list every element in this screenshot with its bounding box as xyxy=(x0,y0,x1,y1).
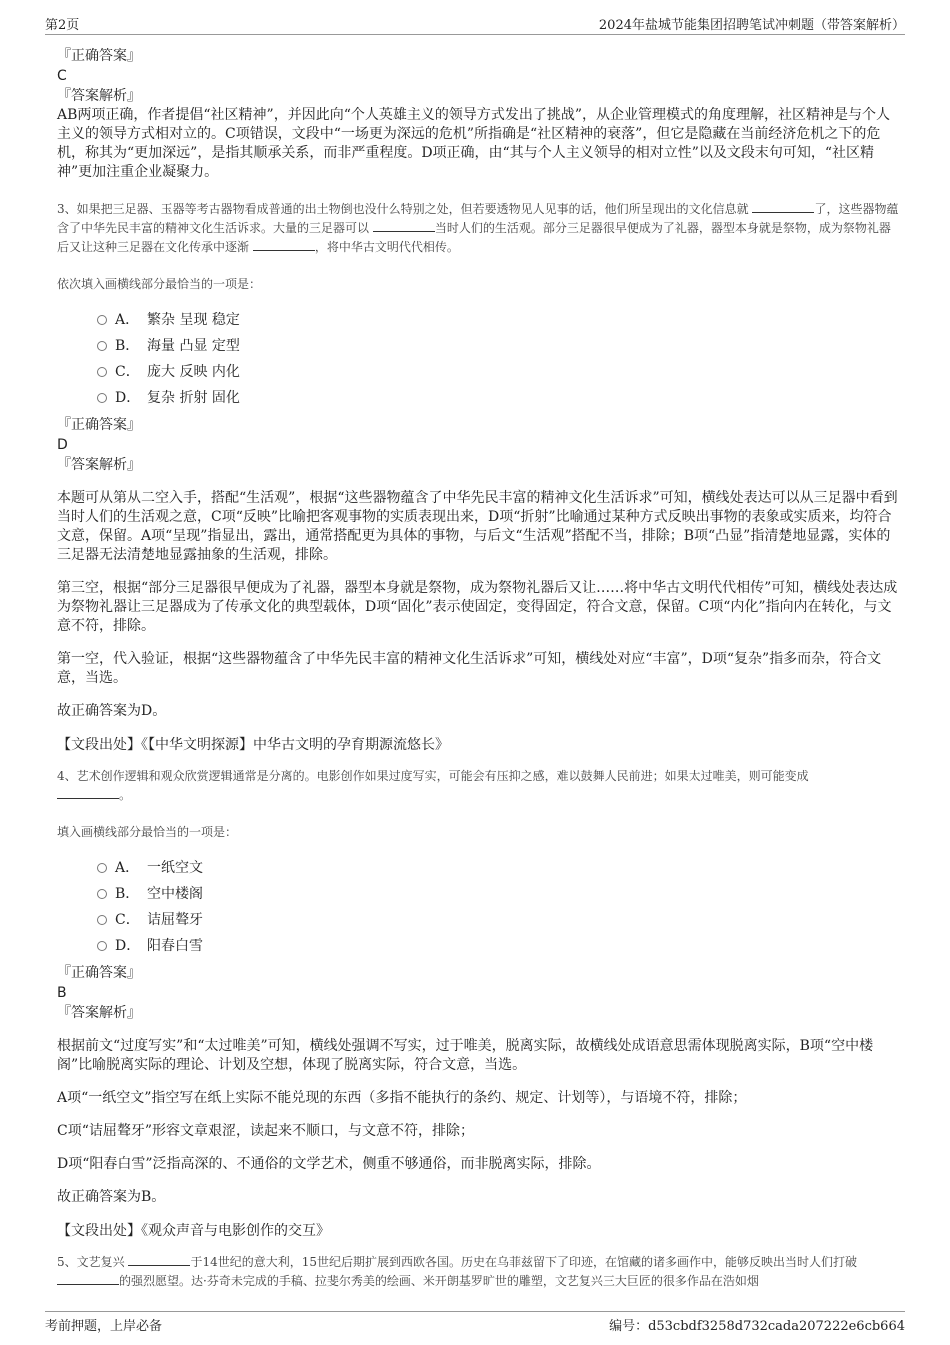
question-prompt: 依次填入画横线部分最恰当的一项是： xyxy=(57,277,262,291)
radio-icon[interactable] xyxy=(97,393,107,403)
fill-blank xyxy=(373,219,435,232)
analysis-label: 『答案解析』 xyxy=(57,457,141,473)
answer-label: 『正确答案』 xyxy=(57,965,141,981)
option-b[interactable]: B． 海量 凸显 定型 xyxy=(97,333,900,359)
analysis-paragraph: C项“诘屈聱牙”形容文章艰涩，读起来不顺口，与文意不符，排除； xyxy=(57,1123,475,1139)
analysis-paragraph: D项“阳春白雪”泛指高深的、不通俗的文学艺术，侧重不够通俗，而非脱离实际，排除。 xyxy=(57,1156,601,1172)
option-a[interactable]: A． 一纸空文 xyxy=(97,855,900,881)
analysis-label: 『答案解析』 xyxy=(57,88,141,104)
fill-blank xyxy=(57,1272,119,1285)
question-text: 4、艺术创作逻辑和观众欣赏逻辑通常是分离的。电影创作如果过度写实，可能会有压抑之感，难以鼓舞人民前进；如果太过唯美，则可能变成 。 xyxy=(57,769,809,802)
page-footer xyxy=(45,1311,905,1334)
radio-icon[interactable] xyxy=(97,341,107,351)
analysis-paragraph: 本题可从第从二空入手，搭配“生活观”，根据“这些器物蕴含了中华先民丰富的精神文化生活诉求”可知，横线处表达可以从三足器中看到当时人们的生活观之意，C项“反映”比喻把客观事物的实质表现出来，D项“折射”比喻通过某种方式反映出事物的表象或实质来，均符合文意，保留。A项“呈现”指显出，露出，通常搭配更为具体的事物，与后文“生活观”搭配不当，排除；B项“凸显”指清楚地显露，实体的三足器无法清楚地显露抽象的生活观，排除。 xyxy=(57,490,898,563)
analysis-paragraph: 故正确答案为D。 xyxy=(57,703,167,719)
page-header xyxy=(45,14,905,35)
fill-blank xyxy=(57,786,119,799)
answer-value: D xyxy=(57,437,68,453)
fill-blank xyxy=(752,200,814,213)
source-citation: 【文段出处】《观众声音与电影创作的交互》 xyxy=(57,1223,330,1239)
option-a[interactable]: A． 繁杂 呈现 稳定 xyxy=(97,307,900,333)
analysis-paragraph: 第一空，代入验证，根据“这些器物蕴含了中华先民丰富的精神文化生活诉求”可知，横线处对应“丰富”，D项“复杂”指多而杂，符合文意，当选。 xyxy=(57,651,882,686)
answer-value: B xyxy=(57,985,67,1001)
option-d[interactable]: D． 阳春白雪 xyxy=(97,933,900,959)
answer-label: 『正确答案』 xyxy=(57,48,141,64)
footer-slogan: 考前押题，上岸必备 xyxy=(45,1319,163,1334)
answer-label: 『正确答案』 xyxy=(57,417,141,433)
analysis-paragraph: 第三空，根据“部分三足器很早便成为了礼器，器型本身就是祭物，成为祭物礼器后又让……将中华古文明代代相传”可知，横线处表达成为祭物礼器让三足器成为了传承文化的典型载体，D项“固化”表示使固定，变得固定，符合文意，保留。C项“内化”指向内在转化，与文意不符，排除。 xyxy=(57,580,898,634)
analysis-paragraph: 故正确答案为B。 xyxy=(57,1189,166,1205)
source-citation: 【文段出处】《【中华文明探源】中华古文明的孕育期源流悠长》 xyxy=(57,737,449,753)
page-number: 第2页 xyxy=(45,18,80,33)
option-list xyxy=(97,307,900,411)
analysis-paragraph: A项“一纸空文”指空写在纸上实际不能兑现的东西（多指不能执行的条约、规定、计划等），与语境不符，排除； xyxy=(57,1090,747,1106)
page-content xyxy=(57,46,900,1291)
fill-blank xyxy=(128,1253,190,1266)
radio-icon[interactable] xyxy=(97,941,107,951)
document-title: 2024年盐城节能集团招聘笔试冲刺题（带答案解析） xyxy=(598,18,905,33)
option-c[interactable]: C． 诘屈聱牙 xyxy=(97,907,900,933)
radio-icon[interactable] xyxy=(97,863,107,873)
analysis-label: 『答案解析』 xyxy=(57,1005,141,1021)
option-b[interactable]: B． 空中楼阁 xyxy=(97,881,900,907)
fill-blank xyxy=(253,238,315,251)
option-d[interactable]: D． 复杂 折射 固化 xyxy=(97,385,900,411)
option-list xyxy=(97,855,900,959)
radio-icon[interactable] xyxy=(97,889,107,899)
option-c[interactable]: C． 庞大 反映 内化 xyxy=(97,359,900,385)
analysis-paragraph: 根据前文“过度写实”和“太过唯美”可知，横线处强调不写实，过于唯美，脱离实际，故横线处成语意思需体现脱离实际，B项“空中楼阁”比喻脱离实际的理论、计划及空想，体现了脱离实际，符合文意，当选。 xyxy=(57,1038,874,1073)
analysis-text: AB两项正确，作者提倡“社区精神”，并因此向“个人英雄主义的领导方式发出了挑战”，从企业管理模式的角度理解，社区精神是与个人主义的领导方式相对立的。C项错误，文段中“一场更为深远的危机”所指确是“社区精神的衰落”，但它是隐藏在当前经济危机之下的危机，称其为“更加深远”，是指其顺承关系，而非严重程度。D项正确，由“其与个人主义领导的相对立性”以及文段末句可知，“社区精神”更加注重企业凝聚力。 xyxy=(57,107,891,180)
question-prompt: 填入画横线部分最恰当的一项是： xyxy=(57,825,238,839)
document-code: 编号：d53cbdf3258d732cada207222e6cb664 xyxy=(609,1319,905,1334)
question-text: 3、如果把三足器、玉器等考古器物看成普通的出土物倒也没什么特别之处，但若要透物见人见事的话，他们所呈现出的文化信息就 了，这些器物蕴含了中华先民丰富的精神文化生活诉求。大量的三足器可以 当时人们的生活观。部分三足器很早便成为了礼器，器型本身就是祭物，成为祭物礼器后又让这种三足器在文化传承中逐渐 ，将中华古文明代代相传。 xyxy=(57,202,899,254)
radio-icon[interactable] xyxy=(97,367,107,377)
radio-icon[interactable] xyxy=(97,315,107,325)
question-text: 5、文艺复兴 于14世纪的意大利，15世纪后期扩展到西欧各国。历史在乌菲兹留下了印迹，在馆藏的诸多画作中，能够反映出当时人们打破 的强烈愿望。达·芬奇未完成的手稿、拉斐尔秀美的绘画、米开朗基罗旷世的雕塑，文艺复兴三大巨匠的很多作品在浩如烟 xyxy=(57,1255,858,1288)
answer-value: C xyxy=(57,68,67,84)
radio-icon[interactable] xyxy=(97,915,107,925)
